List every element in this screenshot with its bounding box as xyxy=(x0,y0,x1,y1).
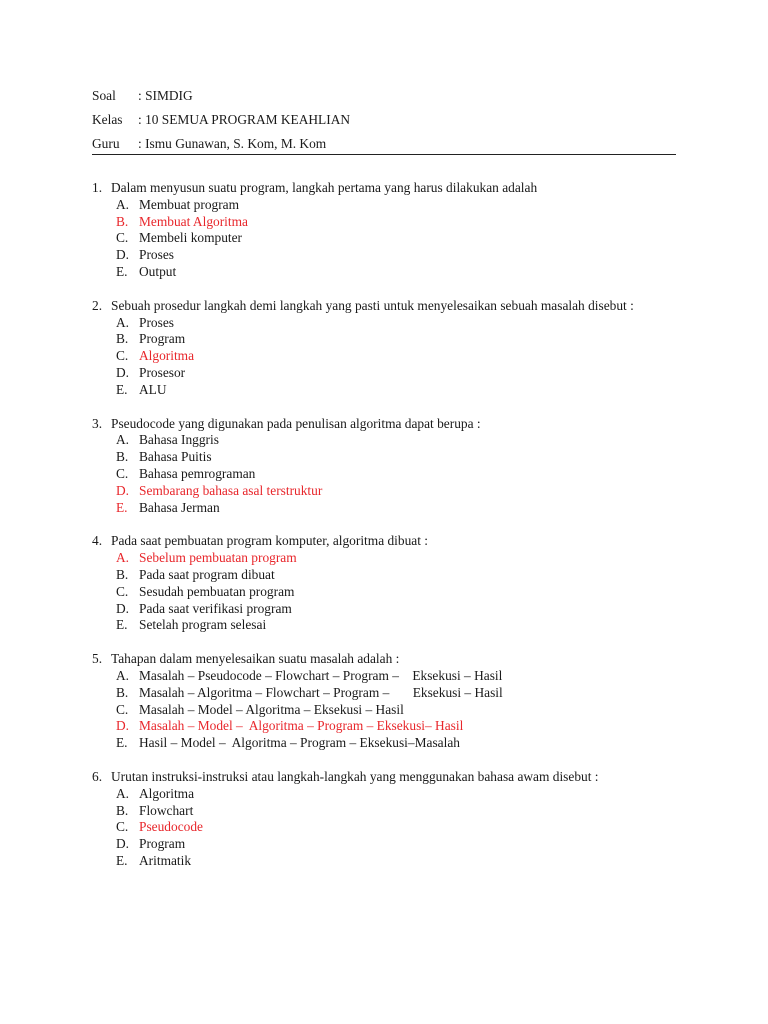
option-text: Bahasa pemrograman xyxy=(139,465,256,481)
header-value-kelas: : 10 SEMUA PROGRAM KEAHLIAN xyxy=(138,112,351,127)
option-letter: E. xyxy=(116,381,128,397)
question-1 xyxy=(92,180,692,281)
option-letter: E. xyxy=(116,263,128,279)
option-text: Algoritma xyxy=(139,348,195,364)
option-text: Setelah program selesai xyxy=(139,617,267,633)
option-text: Bahasa Inggris xyxy=(139,432,219,448)
question-number: 2. xyxy=(92,297,103,313)
header-label-kelas: Kelas xyxy=(92,112,123,127)
option-text: Hasil – Model – Algoritma – Program – Eksekusi–Masalah xyxy=(139,735,460,751)
option-text: Membuat program xyxy=(139,196,240,212)
option-a xyxy=(92,197,692,214)
option-text: Sebelum pembuatan program xyxy=(139,550,297,566)
question-number: 1. xyxy=(92,180,103,195)
header-label-soal: Soal xyxy=(92,88,116,103)
option-letter: D. xyxy=(116,836,130,852)
option-text: ALU xyxy=(139,381,167,397)
option-text: Algoritma xyxy=(139,785,195,801)
option-b xyxy=(92,331,692,348)
question-text: Dalam menyusun suatu program, langkah pertama yang harus dilakukan adalah xyxy=(111,180,538,195)
option-letter: D. xyxy=(116,482,130,498)
option-c xyxy=(92,584,692,601)
question-text: Tahapan dalam menyelesaikan suatu masalah adalah : xyxy=(111,651,400,667)
option-d-answer xyxy=(92,483,692,500)
option-c xyxy=(92,230,692,247)
option-c xyxy=(92,702,692,719)
option-a xyxy=(92,315,692,332)
option-letter: C. xyxy=(116,701,129,717)
option-c-answer xyxy=(92,819,692,836)
option-a-answer xyxy=(92,550,692,567)
option-b-answer xyxy=(92,214,692,231)
question-2 xyxy=(92,298,692,399)
option-text: Masalah – Model – Algoritma – Program – Eksekusi– Hasil xyxy=(139,718,464,734)
option-text: Membeli komputer xyxy=(139,230,243,246)
option-text: Pseudocode xyxy=(139,819,203,835)
question-text: Urutan instruksi-instruksi atau langkah-langkah yang menggunakan bahasa awam disebut : xyxy=(111,768,599,784)
option-text: Masalah – Model – Algoritma – Eksekusi – Hasil xyxy=(139,701,404,717)
option-e xyxy=(92,264,692,281)
option-letter: A. xyxy=(116,667,130,683)
question-list xyxy=(92,180,692,887)
option-letter: B. xyxy=(116,449,129,465)
question-5 xyxy=(92,651,692,752)
option-a xyxy=(92,668,692,685)
option-e xyxy=(92,735,692,752)
option-letter: C. xyxy=(116,230,129,246)
option-letter: A. xyxy=(116,785,130,801)
option-letter: E. xyxy=(116,852,128,868)
option-letter: B. xyxy=(116,331,129,347)
question-6 xyxy=(92,769,692,870)
option-e xyxy=(92,382,692,399)
option-letter: C. xyxy=(116,583,129,599)
question-number: 4. xyxy=(92,533,103,549)
question-number: 5. xyxy=(92,651,103,667)
option-letter: D. xyxy=(116,247,130,263)
option-letter: D. xyxy=(116,600,130,616)
option-d xyxy=(92,601,692,618)
option-b xyxy=(92,803,692,820)
header-value-soal: : SIMDIG xyxy=(138,88,193,103)
option-letter: D. xyxy=(116,364,130,380)
option-b xyxy=(92,449,692,466)
option-text: Aritmatik xyxy=(139,852,192,868)
option-letter: A. xyxy=(116,550,130,566)
option-letter: C. xyxy=(116,348,129,364)
option-letter: C. xyxy=(116,465,129,481)
option-b xyxy=(92,567,692,584)
option-text: Masalah – Pseudocode – Flowchart – Program – Eksekusi – Hasil xyxy=(139,667,503,683)
option-letter: B. xyxy=(116,213,129,229)
question-4 xyxy=(92,533,692,634)
question-text: Sebuah prosedur langkah demi langkah yang pasti untuk menyelesaikan sebuah masalah disebut : xyxy=(111,297,634,313)
option-d xyxy=(92,365,692,382)
option-letter: A. xyxy=(116,196,130,212)
option-text: Bahasa Puitis xyxy=(139,449,212,465)
option-letter: E. xyxy=(116,617,128,633)
option-text: Pada saat verifikasi program xyxy=(139,600,292,616)
option-text: Program xyxy=(139,836,186,852)
option-text: Pada saat program dibuat xyxy=(139,566,275,582)
header-value-guru: : Ismu Gunawan, S. Kom, M. Kom xyxy=(138,136,327,151)
option-e xyxy=(92,500,692,517)
header-row-soal xyxy=(92,86,676,110)
question-number: 3. xyxy=(92,415,103,431)
header-row-kelas xyxy=(92,110,676,134)
option-letter: B. xyxy=(116,566,129,582)
option-a xyxy=(92,786,692,803)
option-text: Program xyxy=(139,331,186,347)
option-text: Sesudah pembuatan program xyxy=(139,583,295,599)
option-letter: B. xyxy=(116,684,129,700)
option-a xyxy=(92,432,692,449)
option-letter: E. xyxy=(116,735,128,751)
option-letter: A. xyxy=(116,314,130,330)
header-label-guru: Guru xyxy=(92,136,120,151)
option-c xyxy=(92,466,692,483)
option-text: Output xyxy=(139,263,177,279)
option-text: Sembarang bahasa asal terstruktur xyxy=(139,482,323,498)
option-d-answer xyxy=(92,718,692,735)
option-letter: A. xyxy=(116,432,130,448)
option-e xyxy=(92,853,692,870)
option-letter: E. xyxy=(116,499,128,515)
option-text: Proses xyxy=(139,247,174,263)
option-text: Flowchart xyxy=(139,802,194,818)
option-text: Prosesor xyxy=(139,364,186,380)
question-text: Pseudocode yang digunakan pada penulisan algoritma dapat berupa : xyxy=(111,415,481,431)
option-d xyxy=(92,247,692,264)
option-d xyxy=(92,836,692,853)
document-header xyxy=(92,86,676,158)
header-divider xyxy=(92,154,676,155)
option-text: Proses xyxy=(139,314,174,330)
option-text: Masalah – Algoritma – Flowchart – Program – Eksekusi – Hasil xyxy=(139,684,503,700)
option-b xyxy=(92,685,692,702)
option-letter: B. xyxy=(116,802,129,818)
option-c-answer xyxy=(92,348,692,365)
option-letter: D. xyxy=(116,718,130,734)
option-text: Bahasa Jerman xyxy=(139,499,220,515)
question-number: 6. xyxy=(92,768,103,784)
option-letter: C. xyxy=(116,819,129,835)
question-text: Pada saat pembuatan program komputer, algoritma dibuat : xyxy=(111,533,429,549)
option-text: Membuat Algoritma xyxy=(139,213,248,229)
question-3 xyxy=(92,416,692,517)
option-e xyxy=(92,617,692,634)
